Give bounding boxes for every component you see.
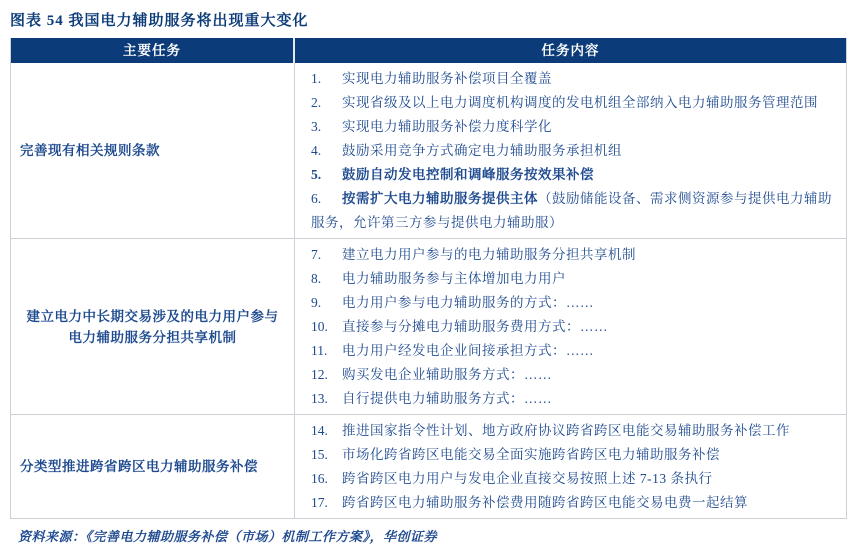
items-cell	[295, 415, 846, 518]
item-text: 实现电力辅助服务补偿力度科学化	[342, 119, 552, 134]
item-number: 3.	[311, 119, 322, 134]
table-header-row	[11, 38, 846, 63]
task-item	[311, 139, 836, 163]
item-number: 11.	[311, 343, 328, 358]
task-item	[311, 363, 836, 387]
task-item	[311, 315, 836, 339]
task-item	[311, 115, 836, 139]
item-number: 4.	[311, 143, 322, 158]
item-text-bold: 按需扩大电力辅助服务提供主体	[342, 191, 538, 206]
task-item	[311, 387, 836, 411]
table-row-group	[11, 238, 846, 414]
item-text: 实现省级及以上电力调度机构调度的发电机组全部纳入电力辅助服务管理范围	[342, 95, 818, 110]
figure-title: 图表 54 我国电力辅助服务将出现重大变化	[10, 13, 309, 29]
item-text: 鼓励采用竞争方式确定电力辅助服务承担机组	[342, 143, 622, 158]
item-number: 1.	[311, 71, 322, 86]
item-number: 13.	[311, 391, 328, 406]
item-text: 鼓励自动发电控制和调峰服务按效果补偿	[342, 167, 594, 182]
item-number: 15.	[311, 447, 328, 462]
item-text: 跨省跨区电力用户与发电企业直接交易按照上述 7-13 条执行	[342, 471, 713, 486]
task-item	[311, 67, 836, 91]
item-text: （鼓励储能设备、需求侧资源参与提供电力辅助服务，允许第三方参与提供电力辅助服）	[311, 191, 832, 230]
item-number: 10.	[311, 319, 328, 334]
item-number: 17.	[311, 495, 328, 510]
item-number: 7.	[311, 247, 322, 262]
item-text: 实现电力辅助服务补偿项目全覆盖	[342, 71, 552, 86]
item-text: 直接参与分摊电力辅助服务费用方式：……	[342, 319, 608, 334]
item-number: 12.	[311, 367, 328, 382]
item-number: 14.	[311, 423, 328, 438]
task-item	[311, 419, 836, 443]
item-number: 9.	[311, 295, 322, 310]
item-text: 推进国家指令性计划、地方政府协议跨省跨区电能交易辅助服务补偿工作	[342, 423, 790, 438]
item-number: 2.	[311, 95, 322, 110]
table-body	[11, 63, 846, 518]
item-text: 电力用户经发电企业间接承担方式：……	[342, 343, 594, 358]
task-item	[311, 187, 836, 235]
item-text: 跨省跨区电力辅助服务补偿费用随跨省跨区电能交易电费一起结算	[342, 495, 748, 510]
item-text: 购买发电企业辅助服务方式：……	[342, 367, 552, 382]
items-cell	[295, 239, 846, 414]
task-item	[311, 163, 836, 187]
task-item	[311, 91, 836, 115]
source-note: 资料来源：《完善电力辅助服务补偿（市场）机制工作方案》，华创证券	[18, 529, 438, 544]
task-item	[311, 467, 836, 491]
item-text: 电力用户参与电力辅助服务的方式：……	[342, 295, 594, 310]
item-number: 5.	[311, 167, 322, 182]
column-header-task-content: 任务内容	[541, 43, 600, 58]
task-cell: 建立电力中长期交易涉及的电力用户参与电力辅助服务分担共享机制	[11, 239, 295, 414]
item-number: 16.	[311, 471, 328, 486]
items-cell	[295, 63, 846, 238]
task-cell: 完善现有相关规则条款	[11, 63, 295, 238]
item-number: 8.	[311, 271, 322, 286]
task-item	[311, 267, 836, 291]
item-number: 6.	[311, 191, 322, 206]
item-text: 市场化跨省跨区电能交易全面实施跨省跨区电力辅助服务补偿	[342, 447, 720, 462]
item-text: 自行提供电力辅助服务方式：……	[342, 391, 552, 406]
table-row-group	[11, 63, 846, 238]
task-item	[311, 491, 836, 515]
task-item	[311, 443, 836, 467]
column-header-main-task: 主要任务	[11, 38, 295, 63]
task-item	[311, 339, 836, 363]
task-cell: 分类型推进跨省跨区电力辅助服务补偿	[11, 415, 295, 518]
task-item	[311, 243, 836, 267]
table-row-group	[11, 414, 846, 518]
item-text: 建立电力用户参与的电力辅助服务分担共享机制	[342, 247, 636, 262]
task-item	[311, 291, 836, 315]
task-table	[10, 38, 847, 519]
item-text: 电力辅助服务参与主体增加电力用户	[342, 271, 566, 286]
